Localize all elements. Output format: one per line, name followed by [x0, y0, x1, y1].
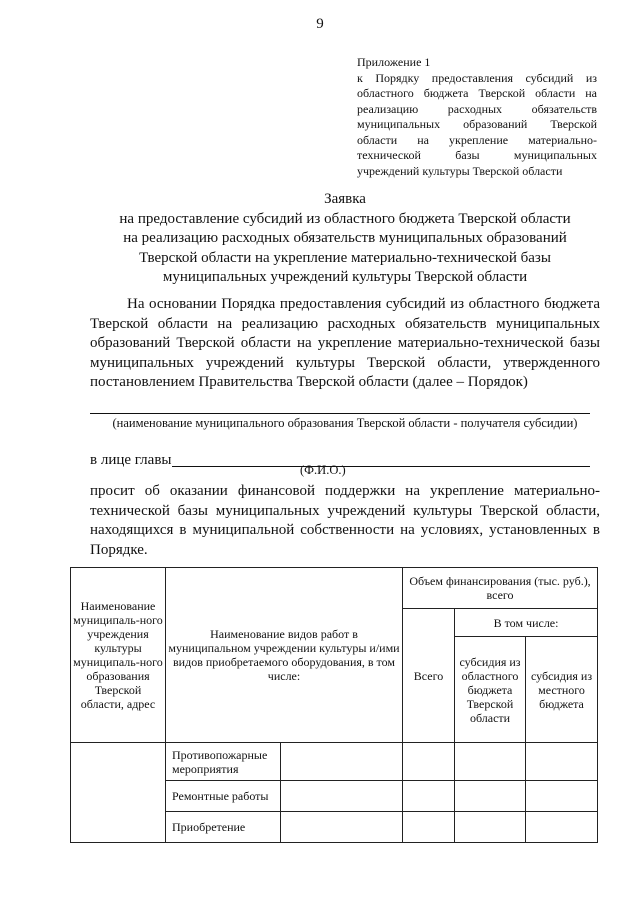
- head-name-input-line[interactable]: [172, 466, 590, 467]
- heading-line: Тверской области на укрепление материально-технической базы: [139, 249, 551, 266]
- local-cell[interactable]: [526, 812, 598, 843]
- header-work-types: Наименование видов работ в муниципальном учреждении культуры и/ими видов приобретаемого оборудования, в том числе:: [166, 568, 403, 743]
- heading-line: муниципальных учреждений культуры Тверской области: [162, 269, 528, 285]
- total-cell[interactable]: [403, 743, 455, 781]
- header-funding: Объем финансирования (тыс. руб.), всего: [403, 568, 598, 609]
- recipient-caption: (наименование муниципального образования Тверской области - получателя субсидии): [112, 416, 578, 430]
- work-type-label: Противопожарные мероприятия: [166, 743, 281, 781]
- intro-paragraph: На основании Порядка предоставления субсидий из областного бюджета Тверской области на реализацию расходных обязательств муниципальных образований Тверской области на укрепление материально-технической базы муниципальных учреждений культуры Тверской области, утвержденного постановлением Правительства Тверской области (далее – Порядок): [90, 296, 600, 391]
- recipient-input-line[interactable]: [90, 413, 590, 414]
- work-type-label: Приобретение: [166, 812, 281, 843]
- header-including: В том числе:: [455, 609, 598, 637]
- fio-caption: (Ф.И.О.): [300, 463, 346, 477]
- local-cell[interactable]: [526, 743, 598, 781]
- appendix-title: Приложение 1: [357, 55, 431, 69]
- total-cell[interactable]: [403, 812, 455, 843]
- header-total: Всего: [403, 609, 455, 743]
- page-number: 9: [316, 16, 324, 32]
- heading-line: на реализацию расходных обязательств муниципальных образований: [123, 230, 567, 246]
- regional-cell[interactable]: [455, 743, 526, 781]
- work-type-label: Ремонтные работы: [166, 781, 281, 812]
- header-regional-subsidy: субсидия из областного бюджета Тверской области: [455, 637, 526, 743]
- header-institution: Наименование муниципаль-ного учреждения культуры муниципаль-ного образования Тверской области, адрес: [71, 568, 166, 743]
- institution-cell[interactable]: [71, 743, 166, 843]
- appendix-text: к Порядку предоставления субсидий из областного бюджета Тверской области на реализацию расходных обязательств муниципальных образований Тверской области на укрепление материально-технической базы муниципальных учреждений культуры Тверской области: [357, 70, 597, 178]
- work-detail-cell[interactable]: [281, 781, 403, 812]
- work-detail-cell[interactable]: [281, 743, 403, 781]
- heading-line: на предоставление субсидий из областного бюджета Тверской области: [119, 210, 571, 227]
- face-label: в лице главы: [90, 452, 172, 468]
- heading-title: Заявка: [324, 191, 366, 207]
- regional-cell[interactable]: [455, 812, 526, 843]
- local-cell[interactable]: [526, 781, 598, 812]
- regional-cell[interactable]: [455, 781, 526, 812]
- document-heading: [90, 190, 600, 288]
- header-local-subsidy: субсидия из местного бюджета: [526, 637, 598, 743]
- work-detail-cell[interactable]: [281, 812, 403, 843]
- total-cell[interactable]: [403, 781, 455, 812]
- table-row: [71, 743, 598, 781]
- appendix-block: [357, 55, 597, 179]
- funding-table: [70, 567, 598, 843]
- request-paragraph: просит об оказании финансовой поддержки на укрепление материально-технической базы муниципальных учреждений культуры Тверской области, находящихся в муниципальной собственности на условиях, установленных в Порядке.: [90, 483, 600, 558]
